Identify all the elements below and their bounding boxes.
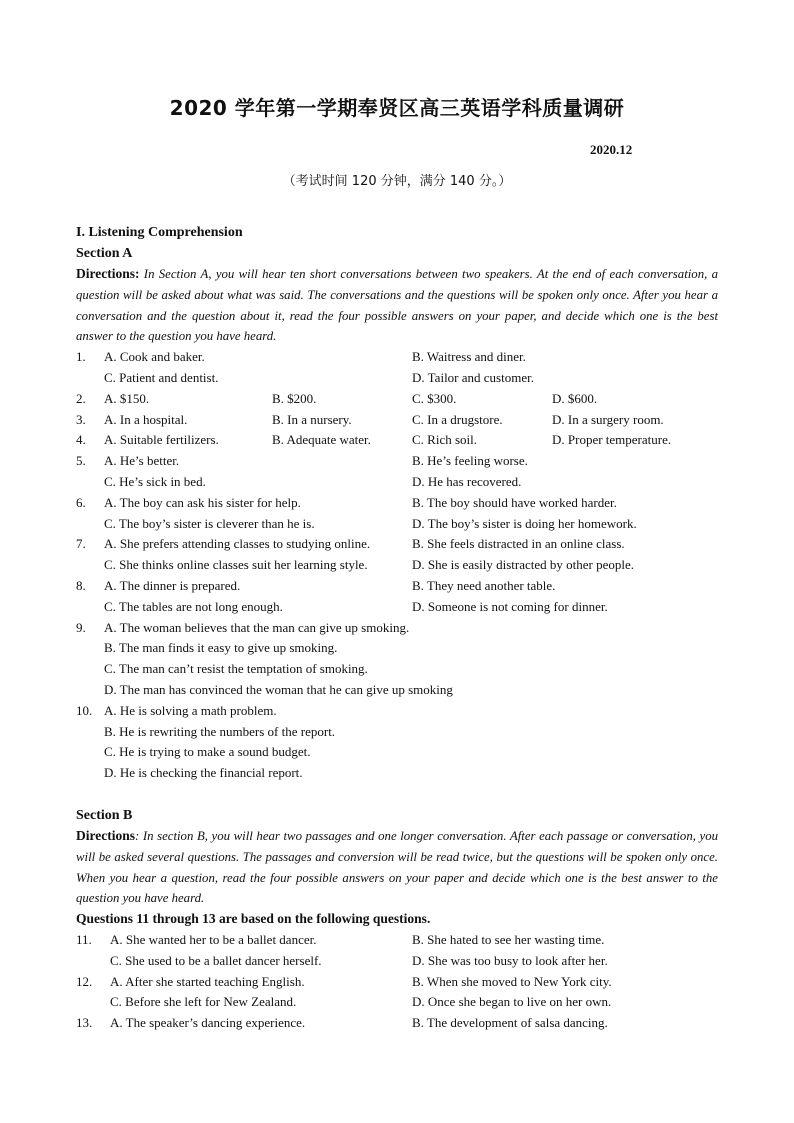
- question-number: 2.: [76, 390, 86, 406]
- option-b: B. The development of salsa dancing.: [412, 1015, 608, 1031]
- option-d: D. He has recovered.: [412, 473, 522, 489]
- option-b: B. She hated to see her wasting time.: [412, 931, 605, 947]
- question-row: [76, 659, 718, 680]
- option-d: D. Proper temperature.: [552, 432, 672, 448]
- directions-text: In Section A, you will hear ten short conversations between two speakers. At the end of each conversation, a question will be asked about what was said. The conversations and the questions will be spoken only once. After you hear a conversation and the question about it, read the four possible answers on your paper, and decide which one is the best answer to the question you have heard.: [76, 267, 718, 344]
- option-a: A. The woman believes that the man can give up smoking.: [104, 619, 410, 635]
- question-number: 3.: [76, 411, 86, 427]
- option-c: C. Before she left for New Zealand.: [110, 994, 297, 1010]
- spacer: [76, 784, 718, 805]
- question-row: [76, 534, 718, 555]
- option-d: D. The man has convinced the woman that he can give up smoking: [104, 681, 453, 697]
- option-b: B. She feels distracted in an online class.: [412, 536, 625, 552]
- question-row: [76, 763, 718, 784]
- question-row: [76, 701, 718, 722]
- option-d: D. Someone is not coming for dinner.: [412, 598, 608, 614]
- option-c: C. In a drugstore.: [412, 411, 503, 427]
- question-row: [76, 368, 718, 389]
- question-row: [76, 1013, 718, 1034]
- question-row: [76, 618, 718, 639]
- question-number: 4.: [76, 432, 86, 448]
- option-a: A. She wanted her to be a ballet dancer.: [110, 931, 317, 947]
- question-row: [76, 576, 718, 597]
- section-b-directions: [76, 826, 718, 909]
- option-a: A. Suitable fertilizers.: [104, 432, 219, 448]
- option-a: A. $150.: [104, 390, 150, 406]
- part-heading: I. Listening Comprehension: [76, 225, 243, 240]
- option-d: D. Once she began to live on her own.: [412, 994, 612, 1010]
- option-c: C. The man can’t resist the temptation of smoking.: [104, 661, 368, 677]
- question-row: [76, 410, 718, 431]
- directions-label: Directions:: [76, 266, 140, 281]
- question-row: [76, 451, 718, 472]
- option-d: D. $600.: [552, 390, 598, 406]
- question-number: 8.: [76, 577, 86, 593]
- option-b: B. They need another table.: [412, 577, 556, 593]
- option-b: B. In a nursery.: [272, 411, 352, 427]
- question-row: [76, 347, 718, 368]
- question-row: [76, 930, 718, 951]
- question-row: [76, 555, 718, 576]
- question-row: [76, 638, 718, 659]
- option-b: B. Waitress and diner.: [412, 349, 526, 365]
- question-row: [76, 493, 718, 514]
- exam-content: [76, 222, 718, 1034]
- option-a: A. She prefers attending classes to studying online.: [104, 536, 371, 552]
- option-a: A. The dinner is prepared.: [104, 577, 241, 593]
- section-a-heading: Section A: [76, 246, 133, 261]
- question-row: [76, 472, 718, 493]
- exam-duration-note: （考试时间 120 分钟，满分 140 分。）: [282, 174, 512, 189]
- option-d: D. Tailor and customer.: [412, 369, 534, 385]
- option-a: A. After she started teaching English.: [110, 973, 305, 989]
- question-row: [76, 972, 718, 993]
- option-c: C. $300.: [412, 390, 457, 406]
- section-a-directions: [76, 264, 718, 347]
- option-a: A. In a hospital.: [104, 411, 188, 427]
- question-number: 9.: [76, 619, 86, 635]
- option-a: A. The speaker’s dancing experience.: [110, 1015, 306, 1031]
- question-number: 6.: [76, 494, 86, 510]
- directions-label: Directions: [76, 827, 135, 843]
- option-b: B. Adequate water.: [272, 432, 371, 448]
- option-c: C. She used to be a ballet dancer herself.: [110, 952, 322, 968]
- question-number: 13.: [76, 1015, 93, 1031]
- option-c: C. He is trying to make a sound budget.: [104, 744, 311, 760]
- option-b: B. He is rewriting the numbers of the report.: [104, 723, 336, 739]
- question-row: [76, 514, 718, 535]
- option-b: B. $200.: [272, 390, 317, 406]
- option-c: C. She thinks online classes suit her learning style.: [104, 557, 368, 573]
- option-a: A. He’s better.: [104, 453, 180, 469]
- option-c: C. The tables are not long enough.: [104, 598, 283, 614]
- question-row: [76, 992, 718, 1013]
- option-c: C. Rich soil.: [412, 432, 478, 448]
- option-b: B. He’s feeling worse.: [412, 453, 528, 469]
- option-a: A. The boy can ask his sister for help.: [104, 494, 301, 510]
- option-a: A. Cook and baker.: [104, 349, 205, 365]
- option-c: C. The boy’s sister is cleverer than he is.: [104, 515, 315, 531]
- question-number: 7.: [76, 536, 86, 552]
- directions-text: : In section B, you will hear two passages and one longer conversation. After each passage or conversation, you will be asked several questions. The passages and conversion will be read twice, but the questions will be spoken only once. When you hear a question, read the four possible answers on your paper and decide which one is the best answer to the question you have heard.: [76, 828, 718, 906]
- question-row: [76, 680, 718, 701]
- question-number: 10.: [76, 702, 93, 718]
- option-b: B. The boy should have worked harder.: [412, 494, 617, 510]
- option-d: D. She is easily distracted by other people.: [412, 557, 635, 573]
- question-number: 12.: [76, 973, 93, 989]
- question-row: [76, 389, 718, 410]
- option-d: D. She was too busy to look after her.: [412, 952, 608, 968]
- question-number: 5.: [76, 453, 86, 469]
- option-c: C. He’s sick in bed.: [104, 473, 206, 489]
- exam-date: 2020.12: [590, 142, 633, 157]
- question-row: [76, 742, 718, 763]
- option-d: D. The boy’s sister is doing her homework.: [412, 515, 637, 531]
- section-b-heading: Section B: [76, 807, 133, 823]
- question-row: [76, 430, 718, 451]
- option-d: D. He is checking the financial report.: [104, 765, 303, 781]
- option-a: A. He is solving a math problem.: [104, 702, 277, 718]
- option-b: B. When she moved to New York city.: [412, 973, 612, 989]
- question-row: [76, 722, 718, 743]
- option-b: B. The man finds it easy to give up smoking.: [104, 640, 338, 656]
- question-group-heading: Questions 11 through 13 are based on the following questions.: [76, 911, 431, 927]
- exam-title: 2020 学年第一学期奉贤区高三英语学科质量调研: [169, 96, 625, 120]
- question-row: [76, 597, 718, 618]
- question-row: [76, 951, 718, 972]
- question-number: 11.: [76, 931, 92, 947]
- option-d: D. In a surgery room.: [552, 411, 664, 427]
- option-c: C. Patient and dentist.: [104, 369, 219, 385]
- question-number: 1.: [76, 349, 86, 365]
